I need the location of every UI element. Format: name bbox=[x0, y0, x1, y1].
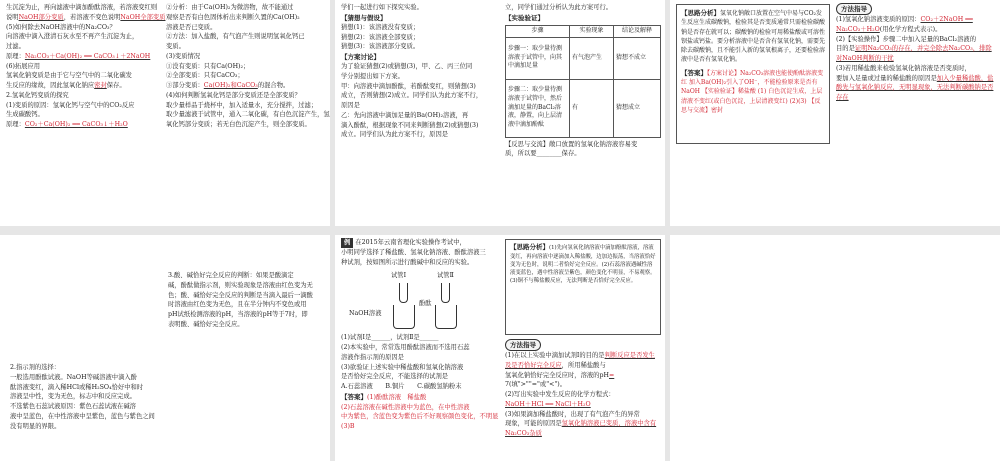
text-line: 3.酸、碱恰好完全反应的判断：如果是酸滴定 bbox=[168, 272, 294, 279]
text-line: (1)在以上实验中滴加试剂Ⅰ的目的是 bbox=[505, 352, 605, 360]
text-line: 生反应的缘故，因此氢氧化钠应 bbox=[6, 82, 95, 89]
table-cell: 有 bbox=[570, 79, 614, 137]
slide-analysis-answer bbox=[670, 0, 1000, 226]
text-line: 氢氧化钠恰好完全反应时，溶液的pH bbox=[505, 371, 609, 379]
answer-equation: Na₂CO₃＋H₂O bbox=[836, 25, 880, 33]
text-line: 甲：向溶液中滴加酚酞，若酚酞变红，则猜想(3) bbox=[341, 82, 476, 90]
text-line: 7(填">""="或"<")。 bbox=[505, 381, 567, 389]
answer-text: (1)酚酞溶液 稀盐酸 bbox=[367, 393, 427, 401]
table-cell: 步骤二：取少量待测溶液于试管中，然后滴加足量的BaCl₂溶液，静置，向上层清液中滴加酚酞 bbox=[506, 79, 570, 137]
answer-equation: CO₂＋Ca(OH)₂ ══ CaCO₃↓＋H₂O bbox=[24, 121, 128, 128]
text-line: 保存。 bbox=[106, 82, 126, 89]
text-line: 一般选用酚酞试液。NaOH等碱溶液中滴入酚 bbox=[10, 373, 137, 381]
answer-text: 中为紫色，含蓝色变为紫色后不好观察颜色变化，不明显 bbox=[341, 413, 499, 421]
text-line: 氢氧化钠变质是由于它与空气中的二氧化碳发 bbox=[6, 72, 132, 80]
beaker-icon bbox=[393, 305, 415, 329]
answer-equation: CO₂＋2NaOH ══ bbox=[920, 16, 973, 24]
example-badge: 例 bbox=[341, 238, 353, 248]
text-line: (6)拓展应用 bbox=[6, 62, 41, 70]
text-line: 是否恰好完全反应，不能选择的试剂是 bbox=[341, 373, 449, 381]
text-line: A.石蕊溶液 B.铜片 C.碳酸氢钠粉末 bbox=[341, 383, 462, 390]
section-heading: 【方案讨论】 bbox=[341, 53, 380, 62]
text-line: ②全部变质：只有CaCO₃； bbox=[166, 72, 244, 80]
table-cell: 步骤一：取少量待测溶液于试管中，向其中滴加足量 bbox=[506, 37, 570, 79]
text-line: 色；酸、碱恰好完全反应的判断是当滴入最后一滴酸 bbox=[168, 291, 313, 299]
table-header: 步骤 bbox=[506, 25, 570, 37]
slide-inquiry-experiment bbox=[335, 0, 665, 226]
text-line: 的混合物。 bbox=[257, 82, 290, 89]
text-line: 立，同学们通过分析认为此方案可行。 bbox=[505, 4, 613, 11]
text-line: (3)若用稀盐酸来检验氢氧化钠溶液是否变质时， bbox=[836, 64, 971, 72]
text-line: (5)如何除去NaOH溶液中的Na₂CO₃？ bbox=[6, 23, 116, 31]
slide1-right-column bbox=[166, 3, 330, 130]
text-line: ，若溶液不变色说明 bbox=[63, 13, 121, 21]
text-line: ，所用稀盐酸与 bbox=[561, 361, 606, 369]
text-line: 在2015年云南省理化实验操作考试中， bbox=[355, 239, 466, 246]
text-line: ③部分变质： bbox=[166, 82, 204, 89]
text-line: (2)【实验操作】步骤二中加入足量的BaCl₂溶液的 bbox=[836, 35, 977, 43]
slide4-left-column bbox=[10, 363, 160, 431]
text-line: (3)变质情况 bbox=[166, 52, 201, 60]
text-line: (3)欲验证上述实验中稀盐酸和氢氧化钠溶液 bbox=[341, 363, 464, 371]
analysis-text: (1)先向氢氧化钠溶液中滴加酚酞溶液，溶液变红，再向溶液中逐滴加入稀盐酸，边加边振荡，当溶液恰好变为无色时，说明二者恰好完全反应。(2)石蕊溶液遇碱性溶液变蓝色，遇中性溶液呈紫色，颜色变化不明显，不易观察。(3)铜不与稀盐酸反应，无法判断是否恰好完全反应。 bbox=[510, 245, 656, 285]
text-line: 溶液呈中性，变为无色，标志中和反应完成。 bbox=[10, 393, 136, 401]
slide-blank bbox=[670, 235, 1000, 461]
slide-example-problem bbox=[335, 235, 665, 461]
slide5-left-column: 例 在2015年云南省理化实验操作考试中， 小明同学选择了稀盐酸、氢氧化钠溶液、酚酞溶液三 种试剂，按如图所示进行酸碱中和反应的实验。 试管Ⅰ 试管Ⅱ NaOH溶液 酚酞 (1)试剂Ⅰ是______，试剂Ⅱ是______ (2)本实验中，常常选用酚酞溶液而不选用石蕊 溶液作指示剂的原因是 (3)欲验证上述实验中稀盐酸和氢氧化钠溶液 是否恰好完全反应，不能选择的试剂是 A.石蕊溶液 B.铜片 C.碳酸氢钠粉末 【答案】(1)酚酞溶液 稀盐酸 (2)石蕊溶液在碱性溶液中为蓝色，在中性溶液 中为紫色，含蓝色变为紫色后不好观察颜色变化，不明显 (3)B bbox=[341, 239, 499, 430]
text-line: ，试剂Ⅱ是 bbox=[390, 334, 420, 342]
table-row bbox=[506, 79, 661, 137]
answer-text: NaOH部分变质 bbox=[18, 13, 64, 21]
text-line: 不选紫色石蕊试液原因：紫色石蕊试液在碱溶 bbox=[10, 403, 136, 410]
text-line: 2.指示剂的选择： bbox=[10, 364, 61, 371]
text-line: 氧化钙部分变质；若无白色沉淀产生，则全部变质。 bbox=[166, 121, 311, 128]
text-line: (1)变质的原因：氢氧化钙与空气中的CO₂反应 bbox=[6, 101, 135, 109]
text-line: 时溶液由红色变为无色，且在半分钟内不变色或用 bbox=[168, 301, 307, 309]
analysis-title: 【思路分析】 bbox=[681, 9, 720, 17]
text-line: 2.氢氧化钙变质的探究 bbox=[6, 91, 69, 99]
answer-text: (2)石蕊溶液在碱性溶液中为蓝色，在中性溶液 bbox=[341, 403, 470, 411]
answer-text: NaOH全部变质 bbox=[120, 13, 166, 21]
analysis-title: 【思路分析】 bbox=[510, 243, 549, 251]
slide1-left-column bbox=[6, 3, 166, 130]
text-line: 变质。 bbox=[166, 43, 185, 50]
reagent-label: NaOH溶液 bbox=[349, 310, 382, 318]
section-heading: 【猜想与假设】 bbox=[341, 13, 387, 22]
answer-text: (3)B bbox=[341, 423, 355, 430]
text-line: (2)写出实验中发生反应的化学方程式： bbox=[505, 391, 615, 399]
text-line: (1)氢氧化钠溶液变质的原因： bbox=[836, 16, 921, 24]
answer-text: 加入少量稀盐酸，盐酸先与氢氧化钠反应，无明显现象，无法判断碳酸钠是否存在 bbox=[836, 74, 994, 102]
slide3-right-column bbox=[836, 3, 996, 103]
method-badge: 方法指导 bbox=[505, 339, 541, 351]
text-line: 成立，否则猜想(2)成立。同学们认为此方案不行， bbox=[341, 92, 483, 100]
text-line: 猜想(2)：该溶液全部变质； bbox=[341, 33, 420, 41]
beaker-icon bbox=[435, 305, 457, 329]
answer-title: 【答案】 bbox=[341, 392, 367, 401]
answer-equation: NaOH＋HCl ══ NaCl＋H₂O bbox=[505, 400, 591, 408]
answer-text: 密封 bbox=[94, 82, 107, 89]
dropper-2 bbox=[441, 283, 450, 303]
answer-text: 证明Na₂CO₃的存在，并完全除去Na₂CO₃，排除对NaOH判断的干扰 bbox=[836, 45, 992, 63]
text-line: 为了验证猜想(2)或猜想(3)，甲、乙、丙三位同 bbox=[341, 63, 473, 71]
answer-text: 【方案讨论】Na₂CO₃溶液也能使酚酞溶液变红 加入Ba(OH)₂引入了OH⁻，不能检验原来是否有NaOH 【实验验证】稀盐酸 (1) 白色沉淀生成，上层清液不变红(或白色沉淀，上层清液变红) (2)(3) 【反思与交流】密封 bbox=[681, 69, 824, 114]
method-badge: 方法指导 bbox=[836, 3, 872, 15]
text-line: (3)如果滴加稀盐酸时，出现了有气泡产生的异常 bbox=[505, 410, 640, 418]
slide2-right-column: 立，同学们通过分析认为此方案可行。 【实验验证】 步骤 实验现象 结论及解释 步骤一：取少量待测溶液于试管中，向其中滴加足量 有气泡产生 猜想不成立 步骤二：取少量待测溶液于试管中，然后滴加足量的BaCl₂溶液，静置，向上层清液中滴加酚酞 有 猜想成立 【反思与交流】敞口放置的氢氧化钠溶液容易变 质，所以要________保存。 bbox=[505, 3, 661, 159]
slide-indicator-selection bbox=[0, 235, 330, 461]
answer-text: 判断反应是否发生及是否恰好完全反应 bbox=[505, 352, 655, 369]
text-line: 溶液是否已变质。 bbox=[166, 23, 217, 31]
table-cell: 有气泡产生 bbox=[570, 37, 614, 79]
text-line: 学分别提出如下方案。 bbox=[341, 72, 404, 80]
text-line: (1)试剂Ⅰ是 bbox=[341, 334, 372, 342]
text-line: (2)本实验中，常常选用酚酞溶液而不选用石蕊 bbox=[341, 344, 470, 351]
text-line: 质，所以要 bbox=[505, 150, 537, 158]
text-line: 取少量滤液于试管中，通入二氧化碳，有白色沉淀产生，氢 bbox=[166, 111, 330, 119]
text-line: 原理： bbox=[6, 121, 25, 128]
slide5-right-column bbox=[505, 339, 661, 439]
text-line: 碱，酚酞做指示剂，则实验现象是溶液由红色变为无 bbox=[168, 281, 313, 289]
text-line: 要加入足量或过量的稀盐酸的原因是 bbox=[836, 74, 937, 82]
slide4-right-column bbox=[168, 271, 326, 330]
text-line: 保存。 bbox=[561, 150, 581, 158]
text-line: 种试剂，按如图所示进行酸碱中和反应的实验。 bbox=[341, 258, 474, 266]
text-line: 猜想(3)：该溶液部分变质。 bbox=[341, 43, 420, 51]
text-line: 表明酸、碱恰好完全反应。 bbox=[168, 320, 244, 328]
text-line: 原因是 bbox=[341, 102, 360, 110]
text-line: pH试纸检测溶液的pH，当溶液的pH等于7时，即 bbox=[168, 311, 308, 318]
text-line: (用化学方程式表示)。 bbox=[879, 25, 942, 33]
text-line: 小明同学选择了稀盐酸、氢氧化钠溶液、酚酞溶液三 bbox=[341, 248, 486, 256]
text-line: 液中呈蓝色，在中性溶液中呈紫色，蓝色与紫色之间 bbox=[10, 412, 155, 420]
text-line: 学们一起进行如下探究实验。 bbox=[341, 4, 423, 11]
text-line: 猜想(1)：该溶液没有变质； bbox=[341, 23, 420, 31]
text-line: 乙：先向溶液中滴加足量的Ba(OH)₂溶液，再 bbox=[341, 111, 469, 119]
answer-text: Ca(OH)₂和CaCO₃ bbox=[203, 82, 258, 89]
table-cell: 猜想成立 bbox=[614, 79, 661, 137]
tube1-label: 试管Ⅰ bbox=[391, 272, 407, 280]
dropper-1 bbox=[399, 283, 408, 303]
text-line: 现象，可能的原因是 bbox=[505, 420, 562, 428]
answer-text: = bbox=[608, 371, 615, 379]
text-line: 观察是否有白色固体析出来判断久置的Ca(OH)₂ bbox=[166, 13, 300, 21]
text-line: 过滤。 bbox=[6, 43, 25, 50]
text-line: 生成碳酸钙。 bbox=[6, 111, 44, 119]
text-line: ②分析：由于Ca(OH)₂为微溶物，故不能通过 bbox=[166, 4, 294, 11]
experiment-table bbox=[505, 25, 661, 138]
answer-text: 氢氧化钠溶液已变质，溶液中含有Na₂CO₃杂质 bbox=[505, 420, 657, 438]
text-line: 说明 bbox=[6, 13, 19, 21]
table-header: 结论及解释 bbox=[614, 25, 661, 37]
text-line: 向溶液中滴入澄清石灰水至不再产生沉淀为止， bbox=[6, 33, 139, 41]
text-line: 原理： bbox=[6, 52, 25, 60]
table-cell: 猜想不成立 bbox=[614, 37, 661, 79]
text-line: 【反思与交流】敞口放置的氢氧化钠溶液容易变 bbox=[505, 140, 638, 148]
text-line: 成立。同学们认为此方案不行，原因是 bbox=[341, 131, 449, 139]
text-line: 没有明显的界限。 bbox=[10, 422, 61, 430]
text-line: 酞溶液变红，滴入稀HCl或稀H₂SO₄恰好中和时 bbox=[10, 383, 144, 391]
section-heading: 【实验验证】 bbox=[505, 13, 544, 22]
text-line: 滴入酚酞，根据现象不同来判断猜想(2)或猜想(3) bbox=[341, 121, 479, 129]
tube2-label: 试管Ⅱ bbox=[437, 272, 454, 280]
text-line: ①没有变质：只有Ca(OH)₂； bbox=[166, 62, 250, 70]
analysis-box bbox=[676, 4, 830, 144]
table-row bbox=[506, 37, 661, 79]
answer-equation: Na₂CO₃＋Ca(OH)₂ ══ CaCO₃↓＋2NaOH bbox=[24, 52, 151, 60]
text-line: 生沉淀为止，再向滤液中滴加酚酞溶液，若溶液变红则 bbox=[6, 4, 158, 11]
text-line: (4)如何判断氢氧化钙是部分变质还是全部变质？ bbox=[166, 91, 301, 99]
text-line: ②方法：加入盐酸，有气泡产生则说明氢氧化钙已 bbox=[166, 33, 305, 41]
slide2-left-column bbox=[341, 3, 499, 140]
answer-title: 【答案】 bbox=[681, 68, 707, 77]
analysis-text: 氢氧化钠敞口放置在空气中易与CO₂发生反应生成碳酸钠，检验其是否变质通常只需检验碳酸钠是否存在就可以；碳酸钠的检验可用稀盐酸或可溶性钡盐或钙盐。要分析溶液中是否含有氢氧化钠，需要先除去碳酸钠，且不能引入新的氢氧根离子，还要检验溶液中是否有氢氧化钠。 bbox=[681, 10, 826, 64]
text-line: 取少量样品于烧杯中，加入适量水，充分搅拌，过滤； bbox=[166, 101, 318, 109]
text-line: 溶液作指示剂的原因是 bbox=[341, 353, 404, 361]
table-header: 实验现象 bbox=[570, 25, 614, 37]
apparatus-figure bbox=[341, 269, 499, 331]
analysis-box bbox=[505, 239, 661, 335]
slide-naoh-caoh2-deterioration bbox=[0, 0, 330, 226]
text-line: 目的是 bbox=[836, 45, 855, 53]
reagent-label: 酚酞 bbox=[419, 300, 432, 308]
